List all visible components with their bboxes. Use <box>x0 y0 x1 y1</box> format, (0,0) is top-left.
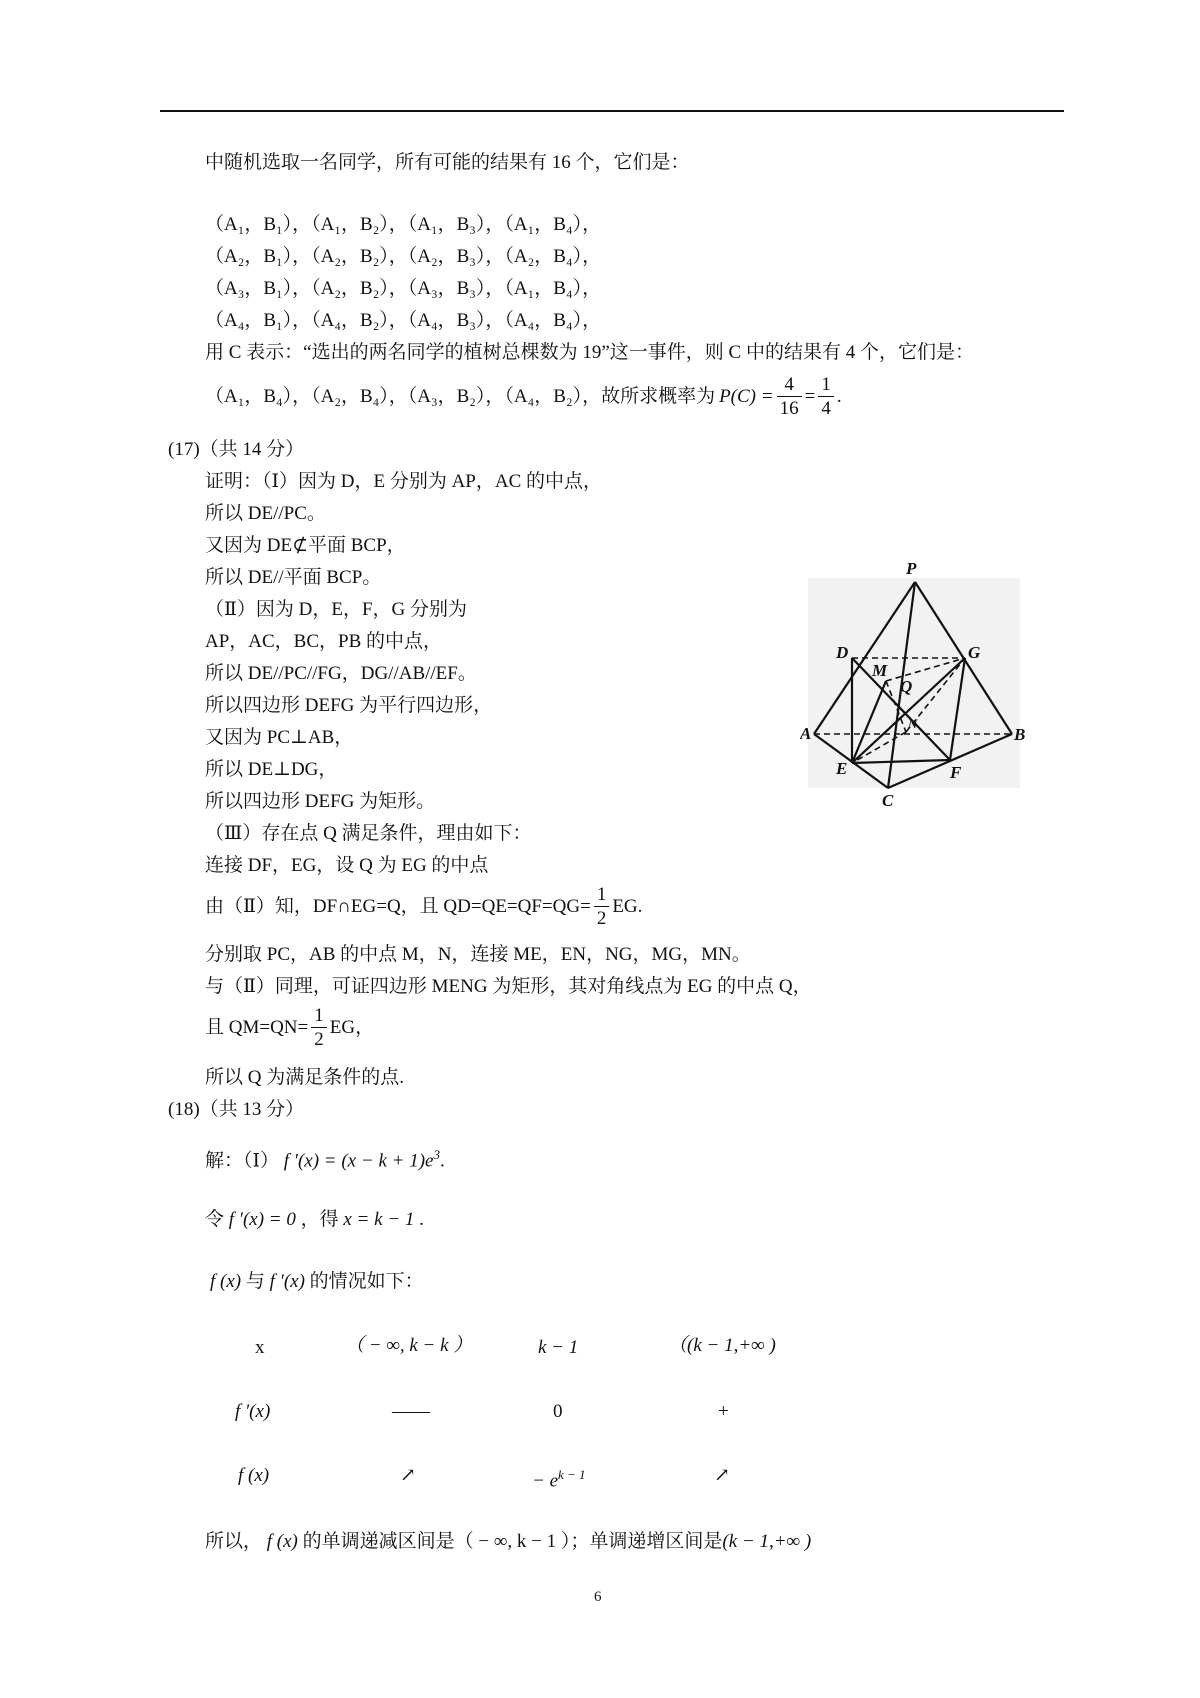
prob-num-1: 4 <box>784 374 794 395</box>
label-f: F <box>950 763 962 782</box>
q18-derivative-line <box>205 1148 445 1170</box>
label-p: P <box>906 559 917 578</box>
header-rule <box>160 110 1064 112</box>
prob-num-2: 1 <box>821 374 831 395</box>
q17-qm-line <box>205 1006 374 1049</box>
q18-zero-mid: ，得 <box>300 1209 339 1230</box>
outcome-row-1: （A₁，B₁），（A₁，B₂），（A₁，B₃），（A₁，B₄）， <box>205 214 602 235</box>
q17-half-fraction <box>594 885 610 928</box>
q18-zero-sol: x = k − 1 <box>343 1209 415 1230</box>
q17-line-6: AP，AC，BC，PB 的中点， <box>205 631 443 652</box>
outcome-row-4: （A₄，B₁），（A₄，B₂），（A₄，B₃），（A₄，B₄）， <box>205 310 602 331</box>
q18-final-mid: 的单调递减区间是（ − ∞, k − 1 ）；单调递增区间是 <box>302 1531 723 1552</box>
table-f-header: f (x) <box>238 1465 270 1486</box>
q17-line-4: 所以 DE//平面 BCP。 <box>205 567 382 588</box>
q18-final-pre: 所以， <box>205 1531 263 1552</box>
q17-line-5: （Ⅱ）因为 D，E，F，G 分别为 <box>205 599 468 620</box>
prob-fraction-1 <box>777 375 802 418</box>
q17-line-11: 所以四边形 DEFG 为矩形。 <box>205 791 436 812</box>
q17-qm-fraction <box>311 1006 327 1049</box>
label-b: B <box>1014 725 1026 744</box>
q17-line-10: 所以 DE⊥DG， <box>205 759 338 780</box>
q18-zero-pre: 令 <box>205 1209 225 1230</box>
q18-zero-eq: f ′(x) = 0 <box>228 1209 296 1230</box>
table-x-critical: k − 1 <box>538 1337 579 1358</box>
label-d: D <box>836 643 849 662</box>
table-x-interval-2: （(k − 1,+∞ ) <box>668 1335 776 1356</box>
q17-half-den: 2 <box>594 906 610 928</box>
q17-conclusion: 所以 Q 为满足条件的点. <box>205 1067 404 1088</box>
label-q: Q <box>900 677 913 696</box>
event-outcomes: （A₁，B₄），（A₂，B₄），（A₃，B₂），（A₄，B₂），故所求概率为 <box>205 386 716 407</box>
prob-eq: = <box>804 386 816 407</box>
q17-line-7: 所以 DE//PC//FG，DG//AB//EF。 <box>205 663 477 684</box>
event-line: 用 C 表示：“选出的两名同学的植树总棵数为 19”这一事件，则 C 中的结果有 4 个，它们是： <box>205 342 974 363</box>
q18-zero-end: . <box>419 1209 424 1230</box>
figure-background <box>808 578 1020 788</box>
q17-line-mn: 分别取 PC，AB 的中点 M，N，连接 ME，EN，NG，MG，MN。 <box>205 944 751 965</box>
q17-half-post: EG. <box>612 896 643 917</box>
label-e: E <box>836 759 848 778</box>
pyramid-figure <box>800 558 1030 808</box>
table-fp-sign-2: + <box>718 1401 729 1422</box>
label-g: G <box>968 643 981 662</box>
probability-line <box>205 375 842 418</box>
q18-table-intro <box>210 1272 424 1291</box>
q17-line-3: 又因为 DE⊄平面 BCP， <box>205 535 406 556</box>
q18-sol-pre: 解：（Ⅰ） <box>205 1150 280 1172</box>
q17-line-8: 所以四边形 DEFG 为平行四边形， <box>205 695 493 716</box>
table-f-value-base: − e <box>532 1470 559 1492</box>
q18-derivative-end: . <box>439 1150 445 1172</box>
prob-den-1: 16 <box>777 396 802 418</box>
q18-zero-line <box>205 1210 424 1229</box>
table-f-value-exp: k − 1 <box>558 1467 586 1482</box>
prob-fraction-2 <box>818 375 834 418</box>
table-fp-header: f ′(x) <box>235 1401 271 1422</box>
q17-header: (17)（共 14 分） <box>168 439 305 460</box>
q17-qm-pre: 且 QM=QN= <box>205 1017 309 1038</box>
q17-line-9: 又因为 PC⊥AB， <box>205 727 354 748</box>
q18-intro-end: 的情况如下： <box>309 1271 424 1292</box>
q17-half-line <box>205 885 642 928</box>
q17-line-2: 所以 DE//PC。 <box>205 503 326 524</box>
outcome-row-3: （A₃，B₁），（A₂，B₂），（A₃，B₃），（A₁，B₄）， <box>205 278 602 299</box>
label-a: A <box>800 724 812 743</box>
table-fp-zero: 0 <box>553 1401 563 1422</box>
table-x-header: x <box>255 1337 265 1358</box>
label-n: N <box>908 716 918 731</box>
q17-qm-den: 2 <box>311 1027 327 1049</box>
table-f-trend-1: ↗ <box>400 1465 416 1486</box>
q17-qm-num: 1 <box>314 1005 324 1026</box>
label-c: C <box>882 791 894 808</box>
intro-line: 中随机选取一名同学，所有可能的结果有 16 个，它们是： <box>205 152 690 173</box>
q18-intro-f: f (x) <box>210 1271 242 1292</box>
q17-qm-post: EG， <box>329 1017 375 1038</box>
q18-final-line <box>205 1532 811 1551</box>
label-m: M <box>872 661 888 680</box>
q18-derivative-exp: 3 <box>433 1147 440 1162</box>
q17-line-1: 证明：（Ⅰ）因为 D，E 分别为 AP，AC 的中点， <box>205 471 603 492</box>
prob-den-2: 4 <box>818 396 834 418</box>
q17-half-pre: 由（Ⅱ）知，DF∩EG=Q，且 QD=QE=QF=QG= <box>205 896 591 917</box>
q18-header: (18)（共 13 分） <box>168 1099 305 1120</box>
q17-half-num: 1 <box>596 884 607 905</box>
outcome-row-2: （A₂，B₁），（A₂，B₂），（A₂，B₃），（A₂，B₄）， <box>205 246 602 267</box>
page-number: 6 <box>594 1589 602 1605</box>
q18-final-f: f (x) <box>266 1531 298 1552</box>
q17-line-12: （Ⅲ）存在点 Q 满足条件，理由如下： <box>205 823 532 844</box>
q18-derivative: f ′(x) = (x − k + 1)e <box>283 1150 434 1172</box>
table-fp-sign-1: —— <box>392 1401 430 1422</box>
prob-end: . <box>836 386 842 407</box>
table-f-value <box>532 1468 586 1490</box>
q17-line-13: 连接 DF，EG，设 Q 为 EG 的中点 <box>205 855 489 876</box>
table-f-trend-2: ↗ <box>714 1465 730 1486</box>
q18-intro-fp: f ′(x) <box>269 1271 305 1292</box>
q18-final-inc: (k − 1,+∞ ) <box>722 1531 812 1552</box>
q17-line-meng: 与（Ⅱ）同理，可证四边形 MENG 为矩形，其对角线点为 EG 的中点 Q， <box>205 976 812 997</box>
prob-lhs: P(C) = <box>719 386 774 407</box>
q18-intro-mid: 与 <box>245 1271 265 1292</box>
table-x-interval-1: （ − ∞, k − k ） <box>345 1335 473 1356</box>
